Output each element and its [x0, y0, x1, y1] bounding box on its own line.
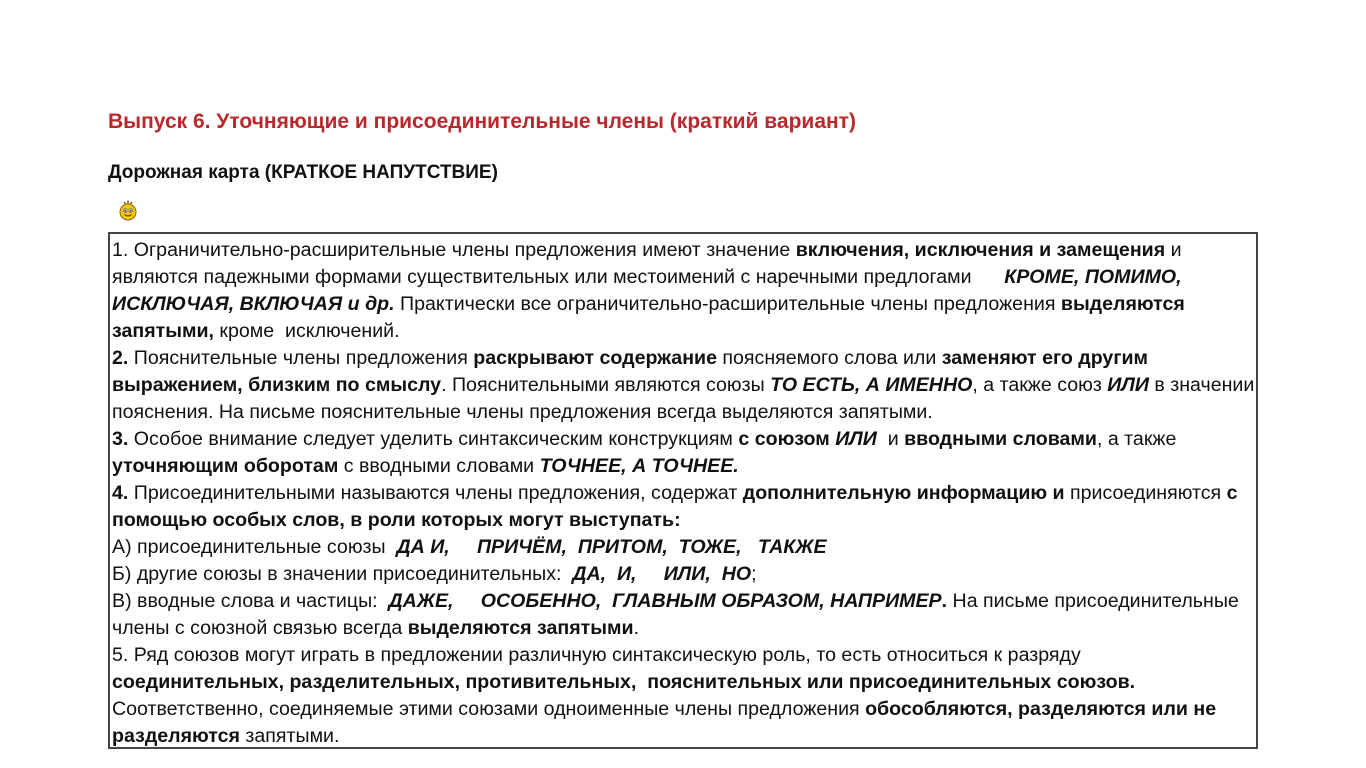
smiley-face-icon — [118, 199, 138, 221]
text-run: ТО ЕСТЬ, А ИМЕННО — [770, 374, 973, 396]
text-run: и являются падежными формами существительных или местоимений с наречными предлогами — [112, 239, 1187, 288]
paragraph — [112, 642, 1256, 750]
text-run: На письме присоединительные члены с союзной связью всегда — [112, 590, 1245, 639]
paragraph — [112, 561, 1256, 588]
text-run: , а также союз — [972, 374, 1108, 396]
paragraph — [112, 534, 1256, 561]
text-run: . — [633, 617, 640, 639]
text-run: 1. Ограничительно-расширительные члены предложения имеют значение — [112, 239, 796, 261]
text-run: 5. Ряд союзов могут играть в предложении различную синтаксическую роль, то есть относиться к разряду — [112, 644, 1087, 666]
text-run: , а также — [1096, 428, 1182, 450]
text-run: с вводными словами — [338, 455, 540, 477]
text-run: дополнительную информацию и — [742, 482, 1065, 504]
text-run: кроме исключений. — [213, 320, 400, 342]
text-run: обособляются, разделяются или не разделяются — [112, 698, 1222, 747]
text-run: поясняемого слова или — [716, 347, 942, 369]
text-run: . — [941, 590, 948, 612]
section-subtitle: Дорожная карта (КРАТКОЕ НАПУТСТВИЕ) — [108, 162, 498, 183]
text-run: ТОЧНЕЕ, А ТОЧНЕЕ. — [539, 455, 739, 477]
text-run: с союзом — [738, 428, 836, 450]
text-run: ДА И, ПРИЧЁМ, ПРИТОМ, ТОЖЕ, ТАКЖЕ — [396, 536, 827, 558]
paragraph — [112, 480, 1256, 534]
text-run: Особое внимание следует уделить синтаксическим конструкциям — [128, 428, 739, 450]
text-run: с помощью особых слов, в роли которых могут выступать: — [112, 482, 1243, 531]
text-run: соединительных, разделительных, противительных, пояснительных или присоединительных союзов. — [112, 671, 1136, 693]
text-run: Б) другие союзы в значении присоединительных: — [112, 563, 573, 585]
paragraph — [112, 237, 1256, 345]
text-run: ; — [751, 563, 757, 585]
paragraph — [112, 426, 1256, 480]
text-run: 3. — [112, 428, 129, 450]
text-run: В) вводные слова и частицы: — [112, 590, 389, 612]
roadmap-text — [110, 234, 1260, 750]
text-run: и — [876, 428, 905, 450]
text-run: А) присоединительные союзы — [112, 536, 397, 558]
text-run: присоединяются — [1064, 482, 1227, 504]
text-run: в значении пояснения. На письме пояснительные члены предложения всегда выделяются запятыми. — [112, 374, 1260, 423]
text-run: ДА, И, ИЛИ, НО — [572, 563, 752, 585]
text-run: 2. — [112, 347, 129, 369]
text-run: Присоединительными называются члены предложения, содержат — [128, 482, 743, 504]
text-run: 4. — [112, 482, 129, 504]
text-run: включения, исключения и замещения — [795, 239, 1166, 261]
roadmap-text-box — [108, 232, 1258, 749]
text-run: ДАЖЕ, ОСОБЕННО, ГЛАВНЫМ ОБРАЗОМ, НАПРИМЕР — [388, 590, 942, 612]
text-run: КРОМЕ, ПОМИМО, ИСКЛЮЧАЯ, ВКЛЮЧАЯ и др. — [112, 266, 1188, 315]
text-run: раскрывают содержание — [473, 347, 717, 369]
paragraph — [112, 345, 1260, 426]
text-run: уточняющим оборотам — [112, 455, 339, 477]
text-run: заменяют его другим выражением, близким по смыслу — [112, 347, 1154, 396]
text-run: Пояснительные члены предложения — [128, 347, 474, 369]
text-run: выделяются запятыми, — [112, 293, 1191, 342]
text-run: . Пояснительными являются союзы — [441, 374, 771, 396]
paragraph — [112, 588, 1256, 642]
text-run: вводными словами — [904, 428, 1097, 450]
text-run: Практически все ограничительно-расширительные члены предложения — [394, 293, 1061, 315]
text-run: ИЛИ — [835, 428, 877, 450]
text-run: выделяются запятыми — [407, 617, 634, 639]
text-run: Соответственно, соединяемые этими союзами одноименные члены предложения — [112, 671, 1141, 720]
page-title: Выпуск 6. Уточняющие и присоединительные члены (краткий вариант) — [108, 110, 856, 133]
text-run: ИЛИ — [1107, 374, 1149, 396]
text-run: запятыми. — [239, 725, 340, 747]
